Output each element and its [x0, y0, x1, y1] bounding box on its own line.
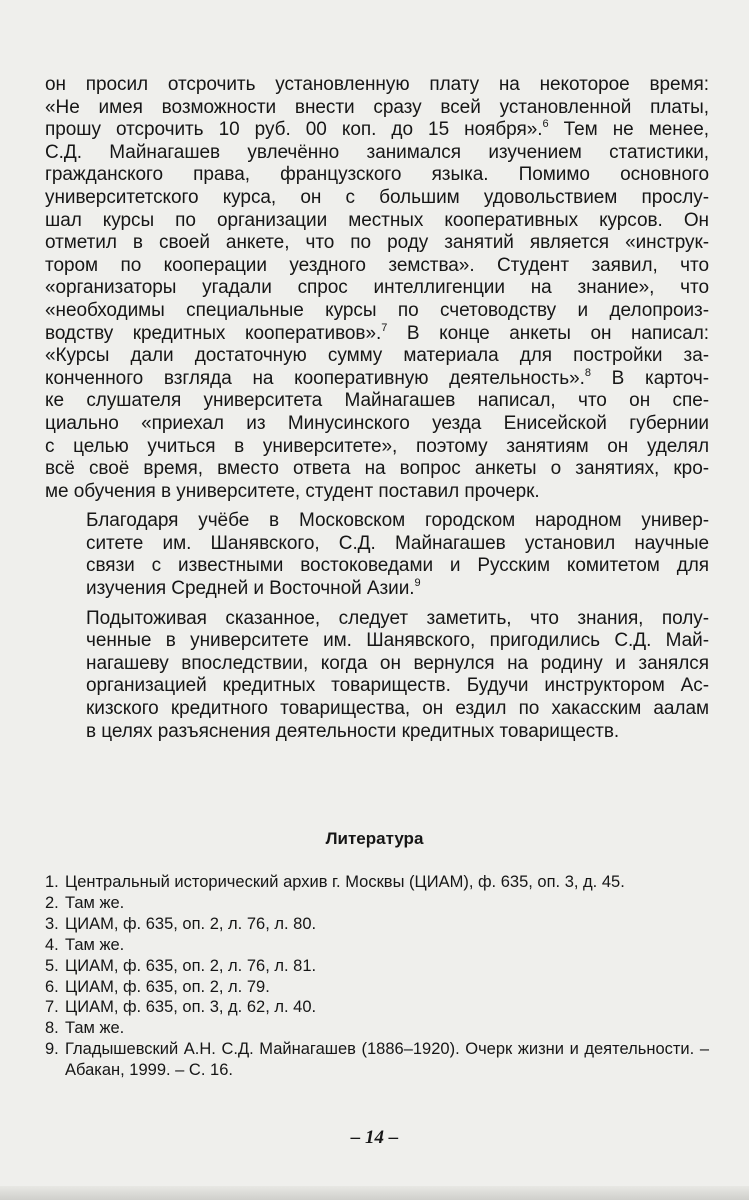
footnote-ref-8: 8 [584, 366, 591, 379]
reference-text: Там же. [65, 893, 125, 912]
reference-number: 1. [45, 873, 59, 891]
text-fragment: прошу отсрочить 10 руб. 00 коп. до 15 ноября». [45, 119, 543, 141]
text-line: «необходимы специальные курсы по счетоводству и делопроиз- [45, 299, 709, 321]
text-line: связи с известными востоковедами и Русским комитетом для [86, 555, 709, 577]
paragraph-3 [45, 608, 709, 744]
reference-text: ЦИАМ, ф. 635, оп. 2, л. 76, л. 81. [65, 956, 317, 975]
page-number: – 14 – [350, 1127, 399, 1148]
reference-text: Там же. [65, 935, 125, 954]
text-line: «Курсы дали достаточную сумму материала для постройки за- [45, 345, 709, 367]
reference-number: 2. [45, 893, 59, 912]
footnote-ref-9: 9 [414, 577, 421, 590]
text-line [45, 578, 709, 601]
text-line: «Не имея возможности внести сразу всей установленной платы, [45, 96, 709, 118]
reference-item [45, 872, 709, 893]
text-line [45, 119, 709, 142]
reference-text: Гладышевский А.Н. С.Д. Майнагашев (1886–1920). Очерк жизни и деятельности. – Абакан, 1999. – С. 16. [65, 1040, 709, 1080]
reference-item [45, 935, 709, 956]
reference-number: 3. [45, 914, 59, 933]
main-text [45, 74, 709, 743]
text-line: Благодаря учёбе в Московском городском народном универ- [86, 510, 709, 532]
text-fragment: Тем не менее, [548, 119, 709, 141]
reference-item [45, 997, 709, 1018]
reference-number: 5. [45, 956, 59, 975]
text-line: шал курсы по организации местных кооперативных курсов. Он [45, 209, 709, 231]
text-fragment: изучения Средней и Восточной Азии. [86, 578, 415, 600]
text-line: нагашеву впоследствии, когда он вернулся на родину и занялся [86, 652, 709, 674]
reference-text: ЦИАМ, ф. 635, оп. 2, л. 79. [65, 977, 270, 996]
reference-text: ЦИАМ, ф. 635, оп. 3, д. 62, л. 40. [65, 998, 317, 1017]
footnote-ref-7: 7 [381, 321, 388, 334]
text-fragment: конченного взгляда на кооперативную деятельность». [45, 367, 585, 389]
literature-heading: Литература [325, 829, 424, 848]
footnote-ref-6: 6 [542, 118, 549, 131]
text-line: ченные в университете им. Шанявского, пригодились С.Д. Май- [86, 630, 709, 652]
text-line: Подытоживая сказанное, следует заметить, что знания, полу- [86, 607, 709, 629]
reference-item [45, 893, 709, 914]
reference-number: 6. [45, 977, 59, 996]
text-line: организацией кредитных товариществ. Будучи инструктором Ас- [86, 675, 709, 697]
text-line: кизского кредитного товарищества, он ездил по хакасским аалам [86, 698, 709, 720]
text-line: с целью учиться в университете», поэтому занятиям он уделял [45, 435, 709, 457]
reference-number: 4. [45, 935, 59, 954]
reference-item [45, 1039, 709, 1081]
reference-number: 7. [45, 998, 59, 1017]
text-fragment: водству кредитных кооперативов». [45, 322, 382, 344]
text-line: С.Д. Майнагашев увлечённо занимался изучением статистики, [45, 141, 709, 163]
text-line [45, 368, 709, 391]
reference-text: Там же. [65, 1019, 125, 1038]
reference-item [45, 956, 709, 977]
reference-text: Центральный исторический архив г. Москвы (ЦИАМ), ф. 635, оп. 3, д. 45. [65, 873, 625, 891]
text-line: «организаторы угадали спрос интеллигенции на знание», что [45, 277, 709, 299]
reference-text: ЦИАМ, ф. 635, оп. 2, л. 76, л. 80. [65, 914, 317, 933]
text-line: ме обучения в университете, студент поставил прочерк. [45, 480, 540, 502]
text-line: университетского курса, он с большим удовольствием прослу- [45, 186, 709, 208]
text-line [45, 323, 709, 346]
text-fragment: В конце анкеты он написал: [387, 322, 709, 344]
text-line: отметил в своей анкете, что по роду занятий является «инструк- [45, 232, 709, 254]
reference-list [45, 872, 709, 1081]
text-line: ситете им. Шанявского, С.Д. Майнагашев установил научные [86, 532, 709, 554]
reference-number: 8. [45, 1019, 59, 1038]
text-line: циально «приехал из Минусинского уезда Енисейской губернии [45, 412, 709, 434]
text-fragment: В карточ- [590, 367, 709, 389]
paragraph-1 [45, 74, 709, 503]
reference-number: 9. [45, 1040, 59, 1059]
text-line: гражданского права, французского языка. Помимо основного [45, 164, 709, 186]
text-line: он просил отсрочить установленную плату на некоторое время: [45, 74, 709, 95]
paragraph-2 [45, 510, 709, 600]
reference-item [45, 1018, 709, 1039]
reference-item [45, 914, 709, 935]
reference-item [45, 977, 709, 998]
text-line: ке слушателя университета Майнагашев написал, что он спе- [45, 390, 709, 412]
text-line: тором по кооперации уездного земства». Студент заявил, что [45, 254, 709, 276]
text-line: в целях разъяснения деятельности кредитных товариществ. [86, 720, 620, 742]
text-line: всё своё время, вместо ответа на вопрос анкеты о занятиях, кро- [45, 458, 709, 480]
